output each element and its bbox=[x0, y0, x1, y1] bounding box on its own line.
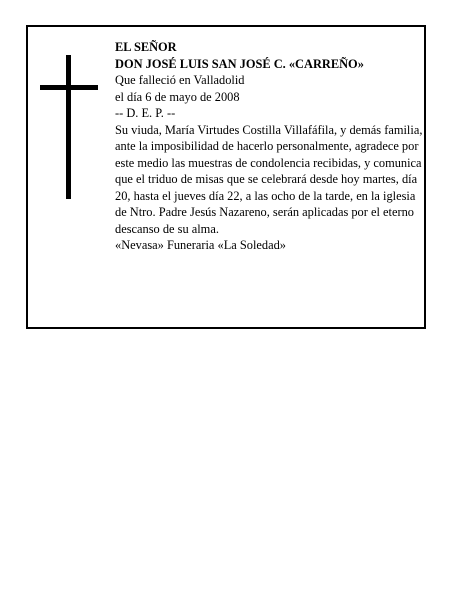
notice-title-line2: DON JOSÉ LUIS SAN JOSÉ C. «CARREÑO» bbox=[115, 56, 364, 71]
cross-icon bbox=[40, 55, 98, 199]
notice-title-line1: EL SEÑOR bbox=[115, 40, 177, 54]
notice-body: Su viuda, María Virtudes Costilla Villafáfila, y demás familia, ante la imposibilidad de hacerlo personalmente, agradece por este medio las muestras de condolencia recibidas, y comunica que el triduo de misas que se celebrará desde hoy martes, día 20, hasta el jueves día 22, a las ocho de la tarde, en la iglesia de Ntro. Padre Jesús Nazareno, serán aplicadas por el eterno descanso de su alma. bbox=[115, 122, 423, 236]
obituary-notice bbox=[26, 25, 426, 329]
dep-line: -- D. E. P. -- bbox=[115, 106, 176, 120]
cross-horizontal-bar bbox=[40, 85, 98, 90]
death-date-line: el día 6 de mayo de 2008 bbox=[115, 89, 240, 104]
cross-vertical-bar bbox=[66, 55, 71, 199]
notice-text bbox=[115, 39, 425, 254]
funeral-home-signature: «Nevasa» Funeraria «La Soledad» bbox=[115, 238, 287, 252]
death-place-line: Que falleció en Valladolid bbox=[115, 73, 245, 87]
